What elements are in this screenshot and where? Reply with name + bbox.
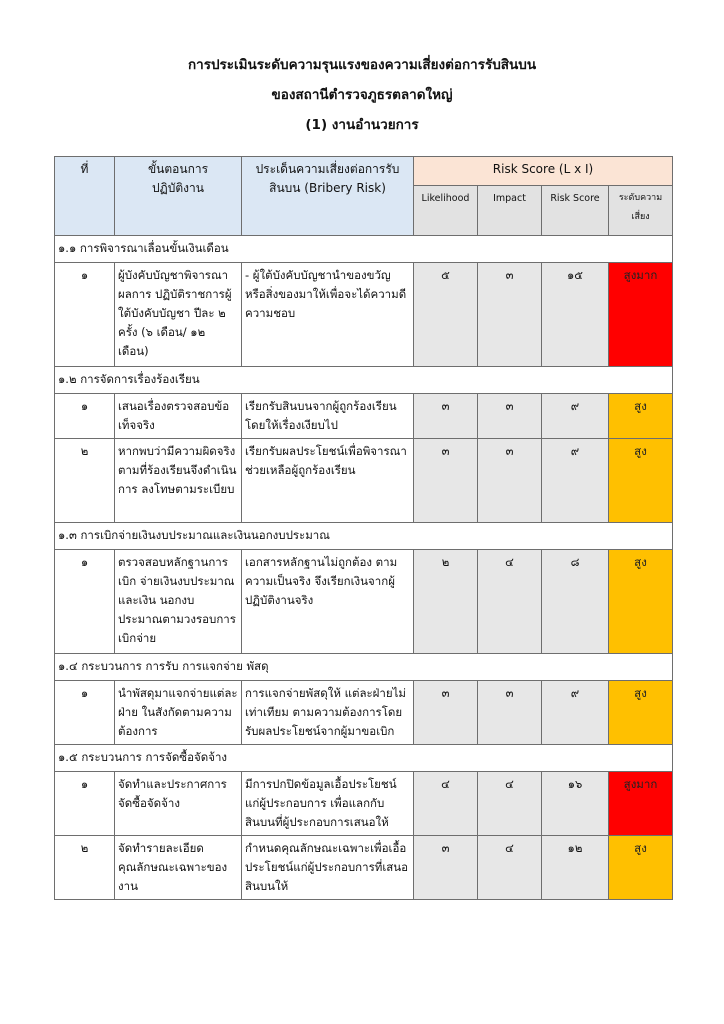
header-no: ที่ (55, 157, 115, 236)
row-risk-level: สูง (609, 836, 673, 900)
row-step: จัดทำและประกาศการจัดซื้อจัดจ้าง (115, 772, 242, 836)
row-issue: เอกสารหลักฐานไม่ถูกต้อง ตามความเป็นจริง จึงเรียกเงินจากผู้ปฏิบัติงานจริง (242, 550, 414, 654)
section-title: ๑.๓ การเบิกจ่ายเงินงบประมาณและเงินนอกงบประมาณ (55, 523, 673, 550)
row-impact: ๓ (478, 394, 542, 439)
row-step: ตรวจสอบหลักฐานการเบิก จ่ายเงินงบประมาณและเงิน นอกงบประมาณตามวงรอบการเบิกจ่าย (115, 550, 242, 654)
row-step: จัดทำรายละเอียดคุณลักษณะเฉพาะของงาน (115, 836, 242, 900)
section-row (55, 654, 673, 681)
row-impact: ๓ (478, 439, 542, 523)
row-likelihood: ๓ (414, 836, 478, 900)
row-number: ๑ (55, 263, 115, 367)
row-number: ๒ (55, 836, 115, 900)
row-score: ๑๖ (542, 772, 609, 836)
header-row-1 (55, 157, 673, 186)
row-impact: ๓ (478, 681, 542, 745)
row-impact: ๔ (478, 836, 542, 900)
row-impact: ๓ (478, 263, 542, 367)
row-risk-level: สูง (609, 550, 673, 654)
header-likelihood: Likelihood (414, 186, 478, 236)
title-line-1: การประเมินระดับความรุนแรงของความเสี่ยงต่อการรับสินบน (187, 57, 537, 73)
row-score: ๘ (542, 550, 609, 654)
row-number: ๑ (55, 394, 115, 439)
table-row (55, 439, 673, 523)
section-row (55, 367, 673, 394)
row-step: ผู้บังคับบัญชาพิจารณาผลการ ปฏิบัติราชการผู้ใต้บังคับบัญชา ปีละ ๒ ครั้ง (๖ เดือน/ ๑๒ เดือน) (115, 263, 242, 367)
section-row (55, 745, 673, 772)
row-number: ๒ (55, 439, 115, 523)
row-risk-level: สูงมาก (609, 263, 673, 367)
header-risk-score: Risk Score (542, 186, 609, 236)
row-issue: มีการปกปิดข้อมูลเอื้อประโยชน์แก่ผู้ประกอบการ เพื่อแลกกับสินบนที่ผู้ประกอบการเสนอให้ (242, 772, 414, 836)
row-impact: ๔ (478, 550, 542, 654)
row-step: นำพัสดุมาแจกจ่ายแต่ละฝ่าย ในสังกัดตามความต้องการ (115, 681, 242, 745)
row-issue: เรียกรับสินบนจากผู้ถูกร้องเรียนโดยให้เรื่องเงียบไป (242, 394, 414, 439)
table-row (55, 263, 673, 367)
table-row (55, 836, 673, 900)
risk-assessment-table (54, 156, 673, 900)
row-risk-level: สูง (609, 394, 673, 439)
section-title: ๑.๔ กระบวนการ การรับ การแจกจ่าย พัสดุ (55, 654, 673, 681)
row-score: ๙ (542, 439, 609, 523)
row-issue: - ผู้ใต้บังคับบัญชานำของขวัญหรือสิ่งของมาให้เพื่อจะได้ความดีความชอบ (242, 263, 414, 367)
title-line-3: (1) งานอำนวยการ (305, 117, 419, 133)
section-title: ๑.๕ กระบวนการ การจัดซื้อจัดจ้าง (55, 745, 673, 772)
row-likelihood: ๒ (414, 550, 478, 654)
row-step: เสนอเรื่องตรวจสอบข้อเท็จจริง (115, 394, 242, 439)
header-step: ขั้นตอนการ ปฏิบัติงาน (115, 157, 242, 236)
table-body (55, 236, 673, 900)
row-score: ๙ (542, 681, 609, 745)
table-row (55, 394, 673, 439)
table-row (55, 550, 673, 654)
row-issue: การแจกจ่ายพัสดุให้ แต่ละฝ่ายไม่เท่าเทียม ตามความต้องการโดยรับผลประโยชน์จากผู้มาขอเบิก (242, 681, 414, 745)
row-likelihood: ๕ (414, 263, 478, 367)
row-impact: ๔ (478, 772, 542, 836)
row-risk-level: สูง (609, 681, 673, 745)
table-row (55, 681, 673, 745)
row-likelihood: ๓ (414, 394, 478, 439)
header-impact: Impact (478, 186, 542, 236)
row-risk-level: สูงมาก (609, 772, 673, 836)
row-risk-level: สูง (609, 439, 673, 523)
header-issue: ประเด็นความเสี่ยงต่อการรับสินบน (Bribery Risk) (242, 157, 414, 236)
header-risk-level: ระดับความเสี่ยง (609, 186, 673, 236)
row-number: ๑ (55, 550, 115, 654)
section-title: ๑.๒ การจัดการเรื่องร้องเรียน (55, 367, 673, 394)
section-title: ๑.๑ การพิจารณาเลื่อนขั้นเงินเดือน (55, 236, 673, 263)
row-likelihood: ๔ (414, 772, 478, 836)
row-issue: กำหนดคุณลักษณะเฉพาะเพื่อเอื้อประโยชน์แก่ผู้ประกอบการที่เสนอสินบนให้ (242, 836, 414, 900)
row-likelihood: ๓ (414, 681, 478, 745)
row-number: ๑ (55, 772, 115, 836)
section-row (55, 523, 673, 550)
row-score: ๙ (542, 394, 609, 439)
title-line-2: ของสถานีตำรวจภูธรตลาดใหญ่ (271, 87, 453, 103)
row-score: ๑๕ (542, 263, 609, 367)
section-row (55, 236, 673, 263)
header-risk-score-group: Risk Score (L x I) (414, 157, 673, 186)
table-row (55, 772, 673, 836)
row-issue: เรียกรับผลประโยชน์เพื่อพิจารณาช่วยเหลือผู้ถูกร้องเรียน (242, 439, 414, 523)
document-title-block (0, 50, 724, 140)
row-number: ๑ (55, 681, 115, 745)
row-step: หากพบว่ามีความผิดจริงตามที่ร้องเรียนจึงดำเนินการ ลงโทษตามระเบียบ (115, 439, 242, 523)
row-score: ๑๒ (542, 836, 609, 900)
row-likelihood: ๓ (414, 439, 478, 523)
